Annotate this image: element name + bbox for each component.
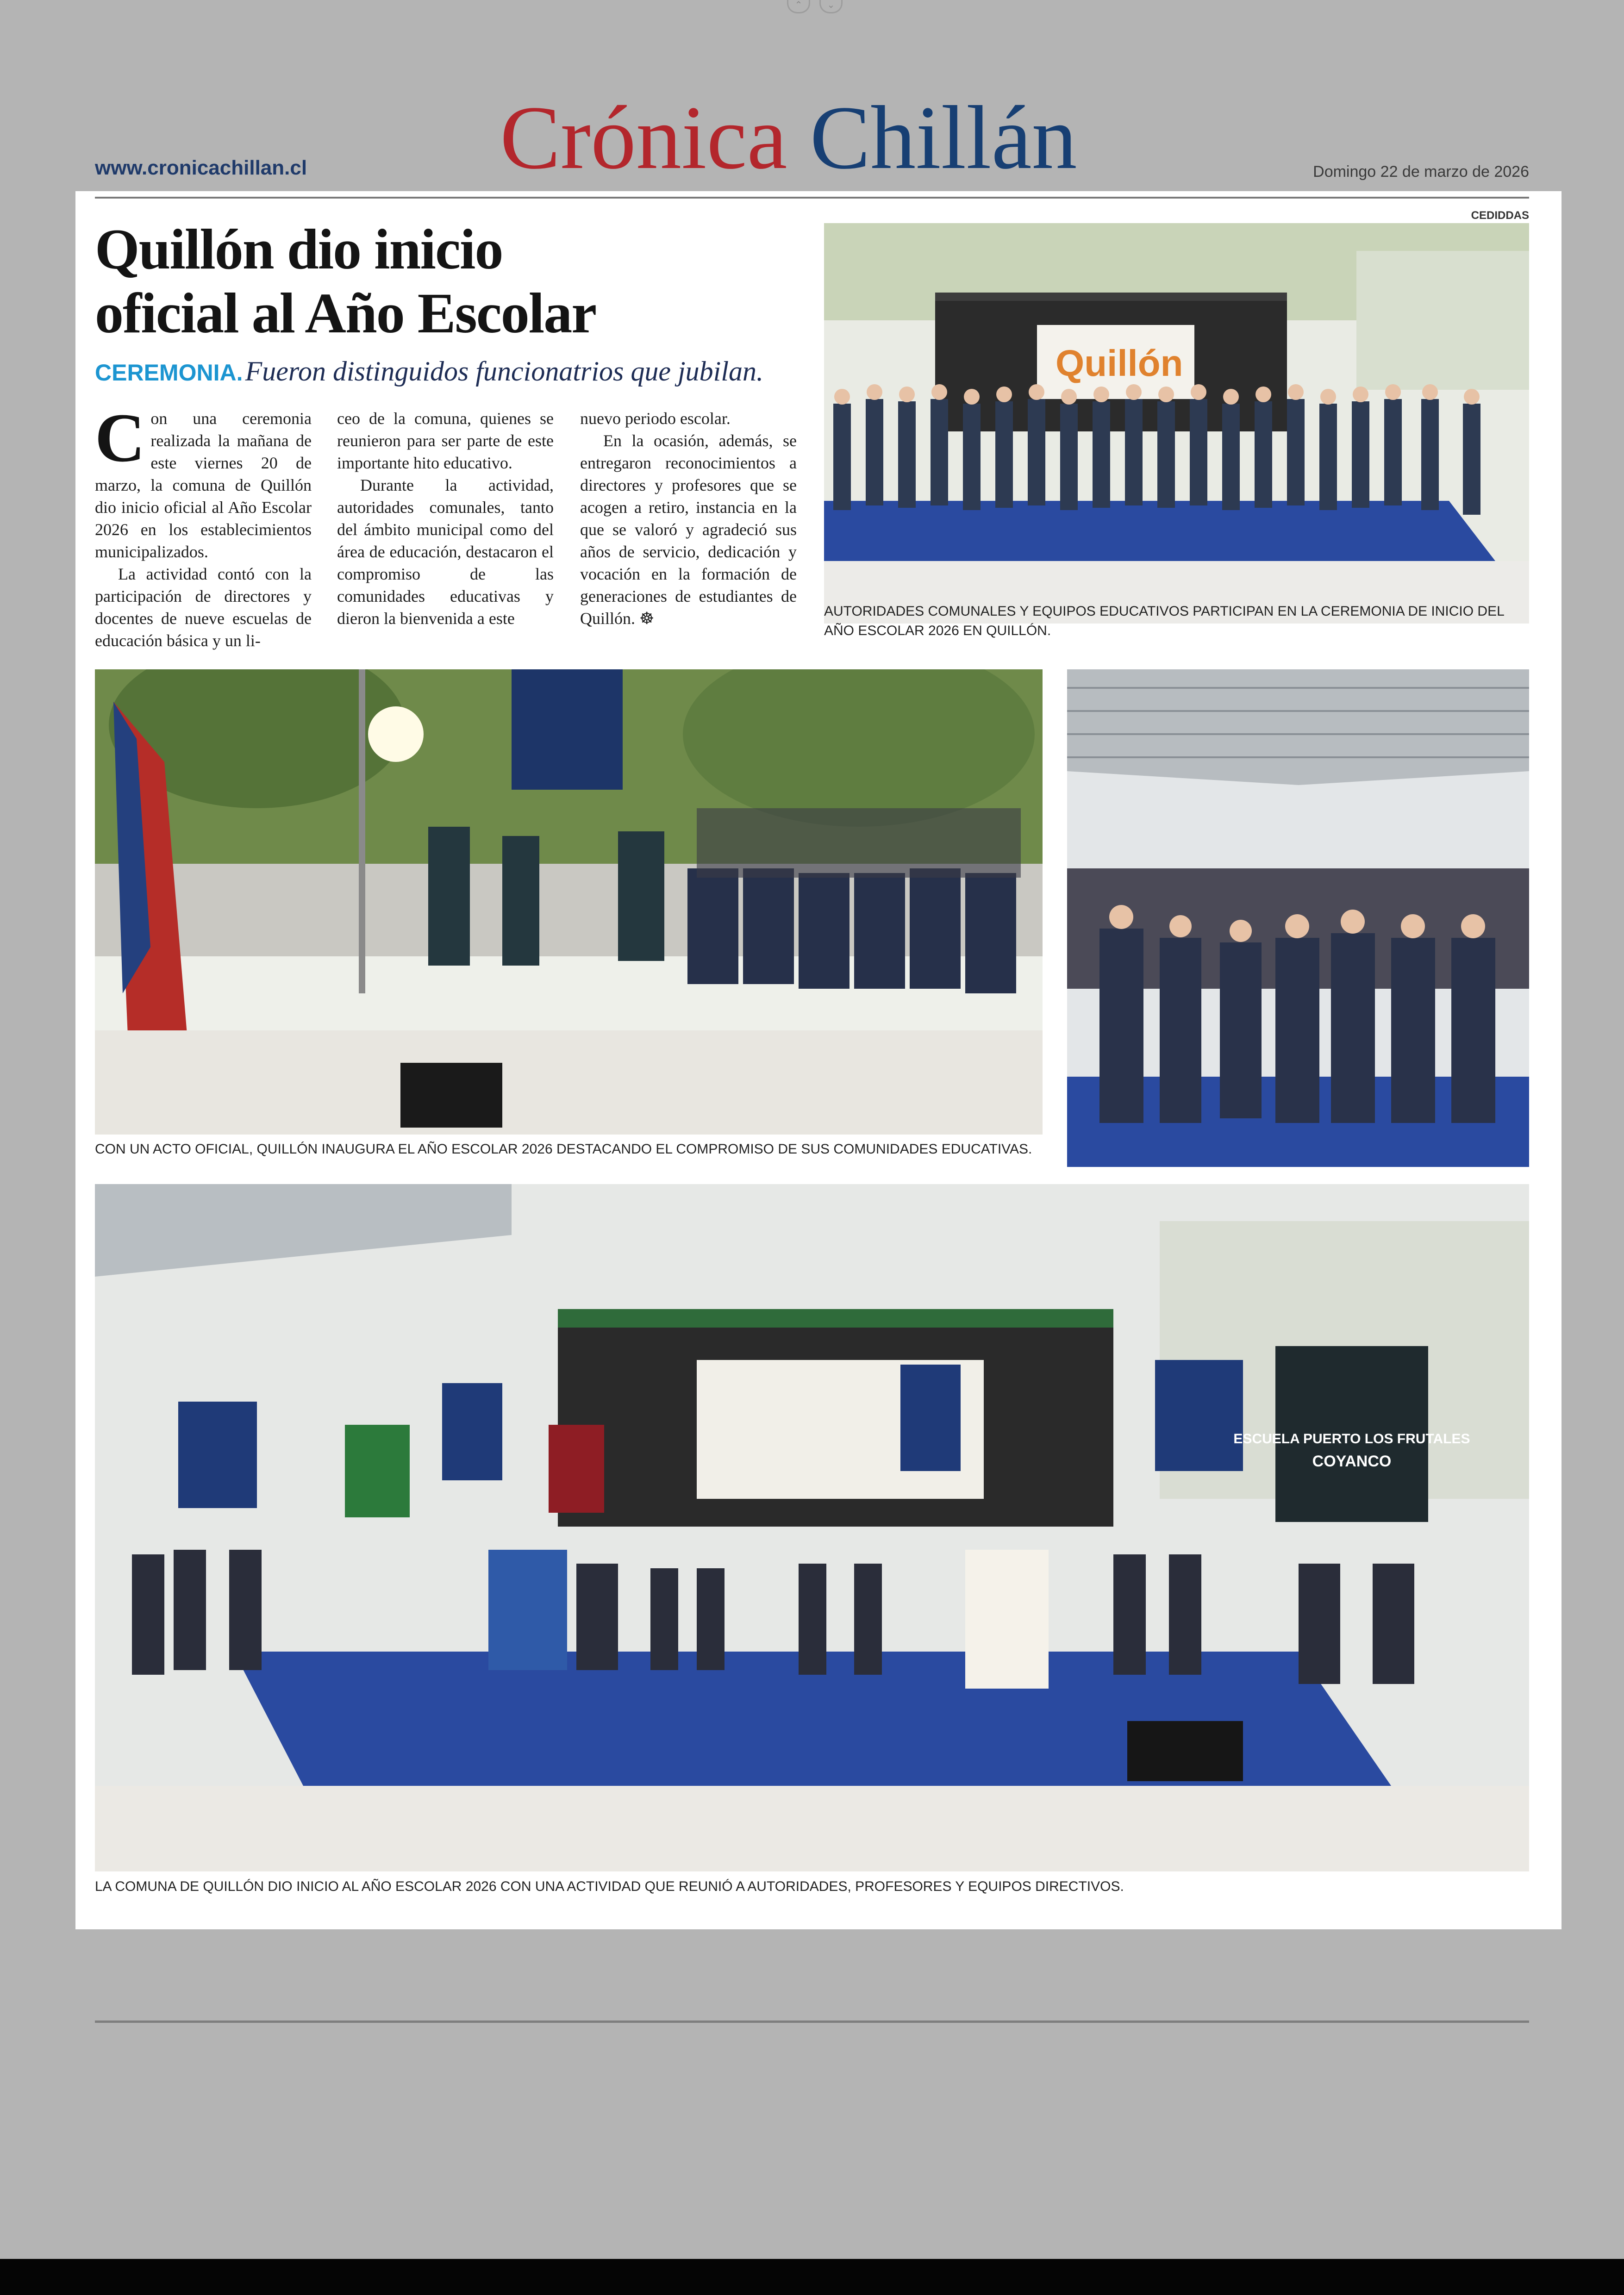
article-dek: Fueron distinguidos funcionatrios que jubilan. (245, 356, 763, 387)
headline-line-2: oficial al Año Escolar (95, 281, 596, 345)
article-kicker: CEREMONIA. (95, 360, 243, 386)
article-column-2 (337, 407, 554, 653)
column-1-paragraph-1: on una ceremonia realizada la mañana de este viernes 20 de marzo, la comuna de Quillón dio inicio oficial al Año Escolar 2026 en los establecimientos municipalizados. (95, 409, 312, 561)
column-3-paragraph-1: nuevo periodo escolar. (580, 409, 731, 428)
article-headline (95, 218, 826, 345)
site-url[interactable]: www.cronicachillan.cl (95, 156, 307, 179)
stage-sign-text: Quillón (1056, 343, 1183, 384)
article-column-1 (95, 407, 312, 653)
article-column-3 (580, 407, 797, 653)
banner-school-sub: COYANCO (1312, 1453, 1392, 1470)
masthead-name-red: Crónica (500, 87, 787, 188)
article-dek-line (95, 355, 763, 387)
column-2-paragraph-1: ceo de la comuna, quienes se reunieron para ser parte de este importante hito educativo. (337, 409, 554, 472)
photo-caption-1: AUTORIDADES COMUNALES Y EQUIPOS EDUCATIVOS PARTICIPAN EN LA CEREMONIA DE INICIO DEL AÑO ESCOLAR 2026 EN QUILLÓN. (824, 604, 1504, 638)
photo-students-flag-bearers (95, 669, 1043, 1135)
masthead-logo (500, 87, 1077, 188)
photo-caption-3: LA COMUNA DE QUILLÓN DIO INICIO AL AÑO ESCOLAR 2026 CON UNA ACTIVIDAD QUE REUNIÓ A AUTORIDADES, PROFESORES Y EQUIPOS DIRECTIVOS. (95, 1879, 1124, 1894)
viewer-bottom-bar (0, 2259, 1624, 2295)
column-1-paragraph-2: La actividad contó con la participación de directores y docentes de nueve escuelas de educación básica y un li- (95, 565, 312, 650)
photo-schools-banners (95, 1184, 1529, 1871)
photo-caption-2: CON UN ACTO OFICIAL, QUILLÓN INAUGURA EL AÑO ESCOLAR 2026 DESTACANDO EL COMPROMISO DE SUS COMUNIDADES EDUCATIVAS. (95, 1141, 1032, 1157)
column-3-paragraph-2: En la ocasión, además, se entregaron reconocimientos a directores y profesores que se acogen a retiro, instancia en la que se valoró y agradeció sus años de servicio, dedicación y vocación en la formación de generaciones de estudiantes de Quillón. ☸ (580, 431, 797, 628)
scroll-down-icon[interactable]: ⌄ (819, 0, 843, 13)
column-2-paragraph-2: Durante la actividad, autoridades comunales, tanto del ámbito municipal como del área de educación, destacaron el compromiso de las comunidades educativas y dieron la bienvenida a este (337, 476, 554, 628)
page-bottom-rule (95, 2021, 1529, 2023)
photo-credit: CEDIDDAS (1471, 209, 1529, 222)
masthead-name-blue: Chillán (810, 87, 1077, 188)
scroll-up-icon[interactable]: ⌃ (787, 0, 810, 13)
headline-line-1: Quillón dio inicio (95, 218, 503, 281)
banner-school-name: ESCUELA PUERTO LOS FRUTALES (1233, 1431, 1470, 1447)
photo-authorities-gym (1067, 669, 1529, 1167)
photo-stage-authorities (824, 223, 1529, 624)
masthead-rule (95, 197, 1529, 199)
edition-date: Domingo 22 de marzo de 2026 (1313, 163, 1529, 181)
drop-cap: C (95, 407, 145, 476)
